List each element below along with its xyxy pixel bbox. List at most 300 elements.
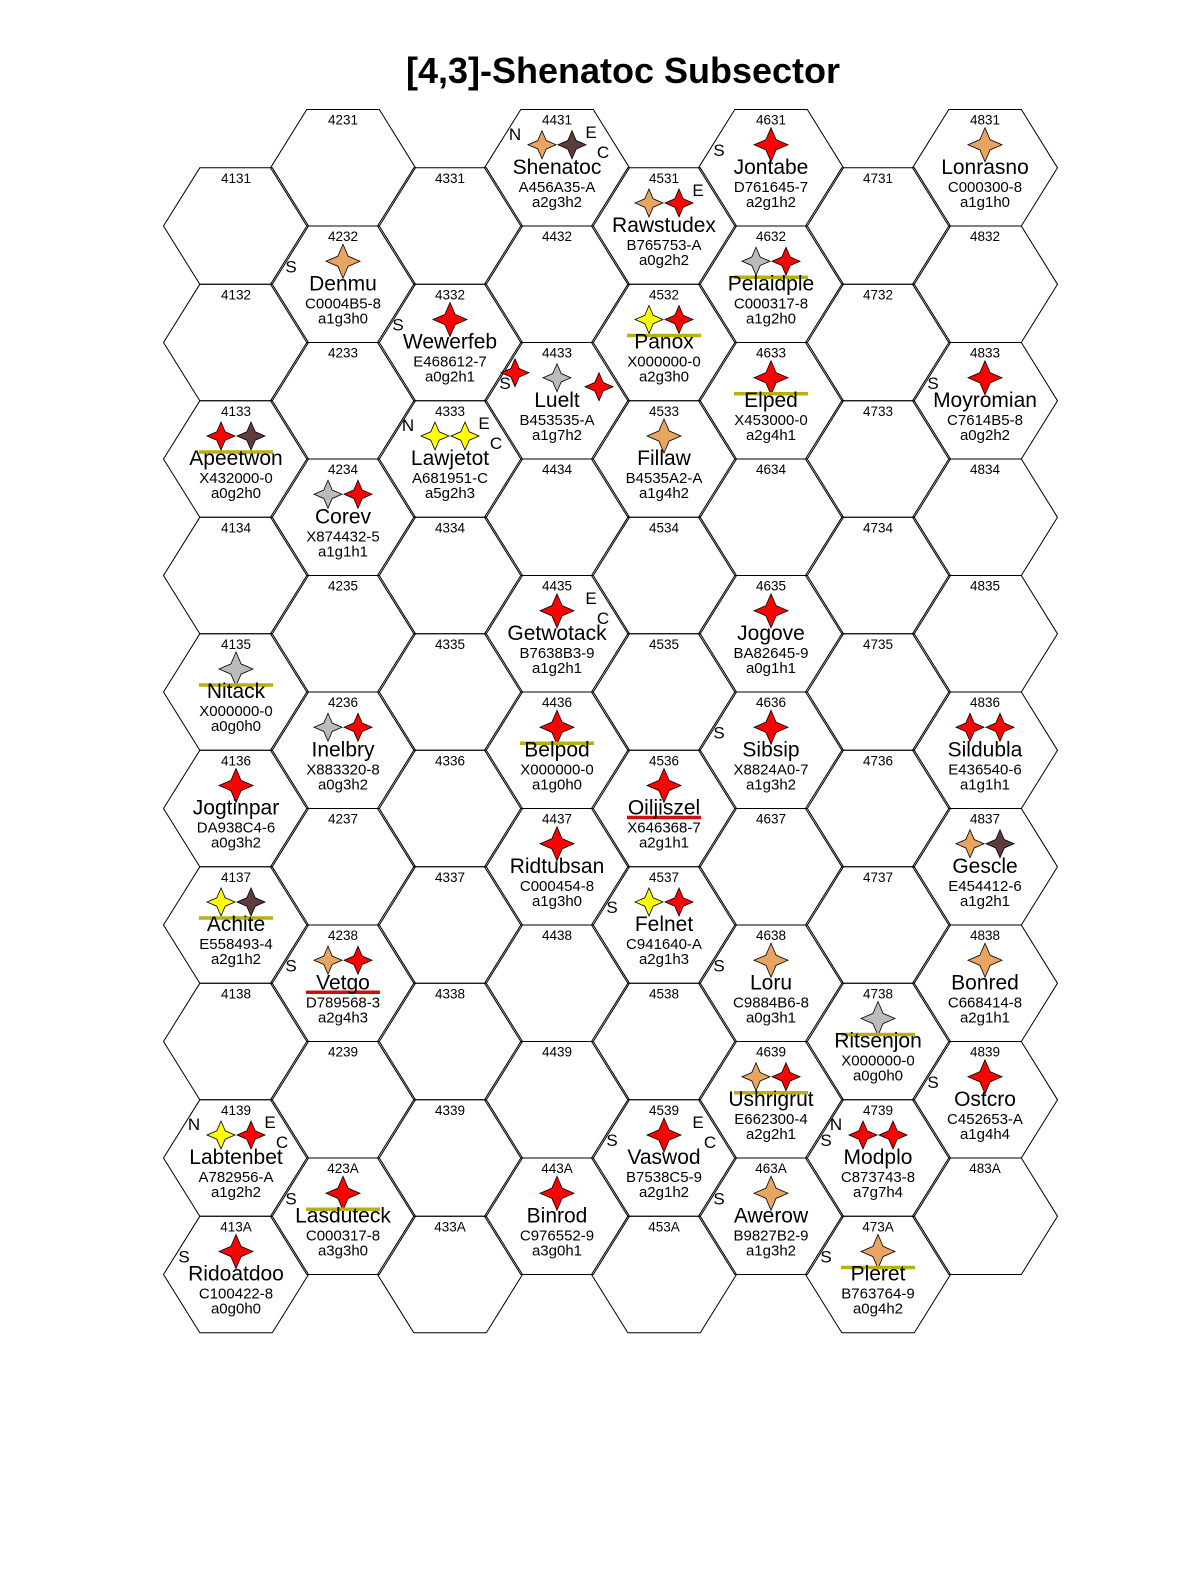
world-uwp: X000000-0 xyxy=(199,703,273,720)
star-brown-icon xyxy=(558,131,586,159)
world-sibsip[interactable] xyxy=(713,710,808,793)
world-code: a3g3h0 xyxy=(317,1242,369,1260)
hex-number: 4233 xyxy=(327,345,359,361)
world-binrod[interactable] xyxy=(520,1176,594,1259)
hex-number: 4537 xyxy=(648,869,680,885)
hex-number: 4638 xyxy=(755,928,787,943)
world-name: Loru xyxy=(749,971,793,995)
world-rawstudex[interactable] xyxy=(612,181,716,269)
world-code: a0g0h0 xyxy=(852,1067,904,1085)
hex-number: 4232 xyxy=(327,229,359,244)
world-uwp: E436540-6 xyxy=(948,761,1022,779)
base-marker-s: S xyxy=(285,1189,297,1209)
world-getwotack[interactable] xyxy=(507,589,609,677)
world-code: a2g4h1 xyxy=(745,426,797,444)
world-name: Luelt xyxy=(534,388,580,412)
star-red-icon xyxy=(665,189,693,217)
hex-number: 4138 xyxy=(220,986,252,1002)
base-marker-n: N xyxy=(829,1115,843,1134)
hex-number: 4133 xyxy=(220,403,252,419)
star-red-icon xyxy=(237,1121,265,1149)
world-code: a2g1h2 xyxy=(745,193,797,211)
hex-number: 4534 xyxy=(648,520,680,536)
world-name: Apeetwon xyxy=(189,447,283,470)
star-red-icon xyxy=(986,713,1014,741)
hex-number: 4136 xyxy=(220,753,252,769)
world-uwp: DA938C4-6 xyxy=(196,819,276,837)
world-code: a7g7h4 xyxy=(852,1184,904,1201)
world-name: Awerow xyxy=(733,1204,809,1228)
world-name: Moyromian xyxy=(933,388,1037,412)
world-oiljiszel[interactable] xyxy=(627,769,701,852)
base-marker-s: S xyxy=(713,140,725,160)
world-uwp: C9884B6-8 xyxy=(733,994,809,1012)
base-marker-s: S xyxy=(713,1189,725,1209)
world-code: a1g4h2 xyxy=(638,485,690,502)
world-uwp: X432000-0 xyxy=(199,470,273,487)
hex-number: 4332 xyxy=(434,287,466,303)
hex-number: 4835 xyxy=(969,578,1001,594)
hex-number: 4732 xyxy=(862,287,894,303)
star-red-icon xyxy=(879,1121,907,1149)
hex-number: 463A xyxy=(755,1161,787,1176)
world-name: Ridoatdoo xyxy=(188,1262,284,1286)
base-marker-c: C xyxy=(275,1133,289,1152)
world-loru[interactable] xyxy=(713,943,809,1026)
base-marker-s: S xyxy=(820,1247,832,1267)
world-lawjetot[interactable] xyxy=(402,414,502,502)
star-brown-icon xyxy=(986,830,1014,858)
hex-number: 4738 xyxy=(862,986,894,1002)
hex-number: 4532 xyxy=(648,287,680,303)
world-name: Lonrasno xyxy=(941,155,1029,179)
hex-number: 4331 xyxy=(434,170,466,186)
hex-number: 4739 xyxy=(862,1102,894,1118)
hex-number: 4336 xyxy=(434,753,466,769)
world-code: a2g4h3 xyxy=(317,1009,369,1027)
map-title: [4,3]-Shenatoc Subsector xyxy=(405,50,841,91)
world-lasduteck[interactable] xyxy=(285,1176,391,1259)
world-uwp: E662300-4 xyxy=(734,1110,808,1128)
hex-number: 4334 xyxy=(434,520,466,536)
hex-number: 4433 xyxy=(541,345,573,361)
hex-number: 453A xyxy=(648,1219,680,1235)
world-shenatoc[interactable] xyxy=(509,123,609,211)
world-name: Vaswod xyxy=(627,1146,701,1169)
world-name: Bonred xyxy=(951,971,1019,995)
hex-number: 4434 xyxy=(541,462,573,477)
world-name: Labtenbet xyxy=(189,1146,283,1169)
world-code: a1g3h2 xyxy=(745,776,797,794)
world-awerow[interactable] xyxy=(713,1176,809,1259)
hex-number: 4631 xyxy=(755,112,787,128)
world-name: Jontabe xyxy=(733,155,809,179)
world-gescle[interactable] xyxy=(948,830,1021,910)
world-uwp: X8824A0-7 xyxy=(733,761,809,779)
hex-number: 4333 xyxy=(434,403,466,419)
hex-number: 4531 xyxy=(648,170,680,186)
world-uwp: C000317-8 xyxy=(305,1227,381,1245)
hex-number: 443A xyxy=(541,1161,573,1176)
hex-number: 4734 xyxy=(862,520,894,536)
world-uwp: C941640-A xyxy=(626,936,702,953)
hex-number: 4134 xyxy=(220,520,252,536)
world-uwp: X453000-0 xyxy=(734,411,808,429)
star-brown-icon xyxy=(237,422,265,450)
world-uwp: B763764-9 xyxy=(841,1285,915,1303)
world-name: Panox xyxy=(634,330,694,354)
star-gray-icon xyxy=(314,480,342,508)
world-uwp: X646368-7 xyxy=(627,819,701,837)
world-uwp: C000317-8 xyxy=(733,295,809,313)
world-pleret[interactable] xyxy=(820,1235,915,1318)
world-name: Binrod xyxy=(526,1204,588,1228)
world-code: a5g2h3 xyxy=(424,485,476,502)
world-code: a2g2h1 xyxy=(745,1125,797,1143)
hex-number: 413A xyxy=(220,1219,252,1235)
base-marker-c: C xyxy=(596,142,610,162)
star-red-icon xyxy=(665,306,693,334)
world-uwp: E468612-7 xyxy=(413,353,487,371)
world-name: Vetgo xyxy=(316,971,370,995)
world-uwp: C100422-8 xyxy=(198,1285,274,1303)
world-name: Felnet xyxy=(634,913,694,936)
world-name: Jogtinpar xyxy=(192,796,280,820)
base-marker-e: E xyxy=(478,414,490,433)
world-code: a2g1h2 xyxy=(638,1184,690,1201)
hex-number: 4635 xyxy=(755,578,787,594)
base-marker-n: N xyxy=(187,1115,201,1134)
world-code: a2g3h0 xyxy=(638,368,690,386)
world-name: Ushrigrut xyxy=(728,1087,814,1111)
base-marker-e: E xyxy=(585,122,597,142)
world-code: a3g0h1 xyxy=(531,1242,583,1260)
world-name: Sildubla xyxy=(947,738,1023,762)
star-orange-icon xyxy=(528,131,556,159)
world-name: Lawjetot xyxy=(410,447,490,470)
world-achite[interactable] xyxy=(199,888,273,968)
star-red-icon xyxy=(207,422,235,450)
base-marker-s: S xyxy=(285,956,297,976)
world-apeetwon[interactable] xyxy=(189,422,282,502)
world-sildubla[interactable] xyxy=(948,713,1023,793)
world-name: Getwotack xyxy=(507,621,607,645)
world-name: Corev xyxy=(314,505,372,529)
world-uwp: C7614B5-8 xyxy=(947,411,1023,429)
world-name: Shenatoc xyxy=(512,155,602,179)
base-marker-c: C xyxy=(489,434,503,453)
hex-number: 4337 xyxy=(434,869,466,885)
star-yellow-icon xyxy=(635,306,663,334)
world-uwp: A681951-C xyxy=(412,470,488,487)
world-uwp: C976552-9 xyxy=(519,1227,595,1245)
world-wewerfeb[interactable] xyxy=(392,303,497,386)
base-marker-s: S xyxy=(927,373,939,393)
hex-number: 4834 xyxy=(969,462,1001,477)
world-felnet[interactable] xyxy=(606,888,702,968)
hex-number: 4131 xyxy=(220,170,252,186)
world-code: a2g1h3 xyxy=(638,951,690,968)
star-gray-icon xyxy=(543,364,571,392)
star-red-icon xyxy=(956,713,984,741)
world-denmu[interactable] xyxy=(285,244,381,327)
star-yellow-icon xyxy=(451,422,479,450)
world-code: a1g3h0 xyxy=(317,310,369,328)
world-belpod[interactable] xyxy=(520,710,594,793)
world-bonred[interactable] xyxy=(948,943,1022,1026)
base-marker-s: S xyxy=(820,1131,832,1150)
world-name: Fillaw xyxy=(637,447,691,470)
hex-number: 4235 xyxy=(327,578,359,594)
world-elped[interactable] xyxy=(734,361,808,444)
base-marker-s: S xyxy=(606,1131,618,1150)
world-code: a1g1h0 xyxy=(959,193,1011,211)
world-name: Gescle xyxy=(952,854,1018,878)
hex-number: 4833 xyxy=(969,345,1001,361)
world-code: a1g2h1 xyxy=(531,659,583,677)
world-code: a1g3h0 xyxy=(531,892,583,910)
hex-number: 4837 xyxy=(969,811,1001,827)
hex-number: 4639 xyxy=(755,1044,787,1060)
world-jontabe[interactable] xyxy=(713,128,808,211)
world-code: a0g3h2 xyxy=(317,776,369,794)
world-code: a0g0h0 xyxy=(210,1300,262,1318)
world-ostcro[interactable] xyxy=(927,1060,1023,1143)
world-corev[interactable] xyxy=(306,480,379,560)
base-marker-s: S xyxy=(713,956,725,976)
world-vetgo[interactable] xyxy=(285,946,380,1026)
world-code: a0g2h0 xyxy=(210,485,262,502)
world-uwp: D789568-3 xyxy=(305,994,381,1012)
world-name: Achite xyxy=(206,913,266,936)
world-code: a0g4h2 xyxy=(852,1300,904,1318)
world-ritsenjon[interactable] xyxy=(834,1002,922,1085)
hex-number: 4832 xyxy=(969,229,1001,244)
hex-number: 4238 xyxy=(327,928,359,943)
star-orange-icon xyxy=(635,189,663,217)
world-code: a2g1h2 xyxy=(210,951,262,968)
world-code: a1g3h2 xyxy=(745,1242,797,1260)
base-marker-s: S xyxy=(178,1247,190,1267)
hex-number: 4737 xyxy=(862,869,894,885)
hex-number: 4432 xyxy=(541,229,573,244)
world-uwp: X000000-0 xyxy=(627,353,701,371)
hex-number: 4236 xyxy=(327,695,359,710)
star-orange-icon xyxy=(956,830,984,858)
star-gray-icon xyxy=(314,713,342,741)
world-moyromian[interactable] xyxy=(927,361,1037,444)
world-uwp: B4535A2-A xyxy=(625,470,703,487)
base-marker-s: S xyxy=(927,1072,939,1092)
star-yellow-icon xyxy=(207,888,235,916)
world-name: Elped xyxy=(744,388,798,412)
hex-number: 4137 xyxy=(220,869,252,885)
hex-number: 4437 xyxy=(541,811,573,827)
hex-number: 4335 xyxy=(434,636,466,652)
world-code: a0g2h2 xyxy=(959,426,1011,444)
world-uwp: B765753-A xyxy=(626,237,702,254)
hex-number: 423A xyxy=(327,1161,359,1176)
world-inelbry[interactable] xyxy=(306,713,379,793)
world-luelt[interactable] xyxy=(499,359,613,444)
world-name: Wewerfeb xyxy=(402,330,498,354)
hex-number: 4634 xyxy=(755,462,787,477)
world-uwp: X874432-5 xyxy=(306,528,380,546)
hex-number: 4831 xyxy=(969,112,1001,128)
world-ushrigrut[interactable] xyxy=(728,1063,813,1143)
hex-number: 4637 xyxy=(755,811,787,827)
hex-number: 4731 xyxy=(862,170,894,186)
star-red-icon xyxy=(344,480,372,508)
world-uwp: E558493-4 xyxy=(199,936,273,953)
hex-number: 4839 xyxy=(969,1044,1001,1060)
world-labtenbet[interactable] xyxy=(188,1113,288,1201)
hex-number: 4736 xyxy=(862,753,894,769)
world-uwp: B7538C5-9 xyxy=(626,1169,702,1186)
world-name: Ridtubsan xyxy=(509,854,605,878)
world-code: a1g7h2 xyxy=(531,426,583,444)
world-code: a0g0h0 xyxy=(210,718,262,735)
hex-number: 433A xyxy=(434,1219,466,1235)
world-code: a0g2h2 xyxy=(638,252,690,269)
world-code: a1g2h2 xyxy=(210,1184,262,1201)
base-marker-s: S xyxy=(606,898,618,917)
hex-number: 483A xyxy=(969,1161,1001,1176)
hex-number: 4632 xyxy=(755,229,787,244)
world-uwp: B9827B2-9 xyxy=(733,1227,809,1245)
star-red-icon xyxy=(344,713,372,741)
hex-number: 4239 xyxy=(327,1044,359,1060)
hex-number: 4836 xyxy=(969,695,1001,710)
world-uwp: B453535-A xyxy=(519,411,595,429)
star-orange-icon xyxy=(314,946,342,974)
world-name: Oiljiszel xyxy=(627,796,701,820)
world-uwp: C452653-A xyxy=(947,1110,1023,1128)
star-brown-icon xyxy=(237,888,265,916)
star-red-icon xyxy=(772,1063,800,1091)
star-yellow-icon xyxy=(635,888,663,916)
base-marker-n: N xyxy=(508,124,522,144)
world-name: Sibsip xyxy=(742,738,800,762)
world-uwp: C668414-8 xyxy=(947,994,1023,1012)
world-name: Denmu xyxy=(309,272,377,296)
base-marker-s: S xyxy=(392,315,404,335)
hex-number: 4132 xyxy=(220,287,252,303)
base-marker-e: E xyxy=(692,181,704,200)
hex-number: 4139 xyxy=(220,1102,252,1118)
world-name: Modplo xyxy=(843,1146,913,1169)
world-vaswod[interactable] xyxy=(606,1113,716,1201)
hex-number: 4338 xyxy=(434,986,466,1002)
world-code: a0g2h1 xyxy=(424,368,476,386)
hex-number: 4135 xyxy=(220,636,252,652)
star-red-icon xyxy=(585,373,613,401)
base-marker-c: C xyxy=(703,1133,717,1152)
base-marker-c: C xyxy=(596,608,610,628)
star-red-icon xyxy=(772,247,800,275)
world-name: Lasduteck xyxy=(295,1204,391,1228)
world-uwp: A782956-A xyxy=(198,1169,274,1186)
world-pelaidple[interactable] xyxy=(728,247,814,327)
world-code: a1g1h1 xyxy=(317,543,369,561)
world-code: a1g2h1 xyxy=(959,892,1011,910)
world-uwp: C000454-8 xyxy=(519,877,595,895)
world-name: Ostcro xyxy=(954,1087,1016,1111)
world-code: a2g1h1 xyxy=(959,1009,1011,1027)
base-marker-e: E xyxy=(585,588,597,608)
world-uwp: A456A35-A xyxy=(518,178,596,196)
base-marker-s: S xyxy=(499,373,511,393)
world-lonrasno[interactable] xyxy=(941,128,1029,211)
world-code: a2g3h2 xyxy=(531,193,583,211)
world-code: a2g1h1 xyxy=(638,834,690,852)
world-code: a0g3h2 xyxy=(210,834,262,852)
hex-number: 4536 xyxy=(648,753,680,769)
world-name: Nitack xyxy=(206,680,266,703)
hex-number: 4535 xyxy=(648,636,680,652)
world-nitack[interactable] xyxy=(199,652,273,735)
world-uwp: E454412-6 xyxy=(948,877,1022,895)
hex-number: 4735 xyxy=(862,636,894,652)
hex-number: 4838 xyxy=(969,928,1001,943)
world-code: a1g1h1 xyxy=(959,776,1011,794)
world-name: Pelaidple xyxy=(727,272,815,296)
star-orange-icon xyxy=(742,1063,770,1091)
world-uwp: C0004B5-8 xyxy=(305,295,381,313)
hex-number: 4435 xyxy=(541,578,573,594)
hex-number: 4436 xyxy=(541,695,573,710)
world-uwp: X000000-0 xyxy=(520,761,594,779)
world-fillaw[interactable] xyxy=(626,419,703,502)
world-name: Belpod xyxy=(524,738,590,762)
base-marker-s: S xyxy=(285,257,297,277)
hex-number: 4636 xyxy=(755,695,787,710)
hex-number: 4231 xyxy=(327,112,359,128)
base-marker-e: E xyxy=(692,1113,704,1132)
star-yellow-icon xyxy=(421,422,449,450)
base-marker-e: E xyxy=(264,1113,276,1132)
star-gray-icon xyxy=(742,247,770,275)
world-uwp: C873743-8 xyxy=(840,1169,916,1186)
world-code: a1g0h0 xyxy=(531,776,583,794)
world-uwp: X000000-0 xyxy=(841,1052,915,1070)
world-uwp: X883320-8 xyxy=(306,761,380,779)
hex-number: 4633 xyxy=(755,345,787,361)
hex-number: 4539 xyxy=(648,1102,680,1118)
star-yellow-icon xyxy=(207,1121,235,1149)
world-uwp: D761645-7 xyxy=(733,178,809,196)
world-panox[interactable] xyxy=(627,306,701,386)
star-red-icon xyxy=(344,946,372,974)
world-uwp: BA82645-9 xyxy=(733,644,809,662)
world-modplo[interactable] xyxy=(820,1115,915,1201)
world-code: a1g4h4 xyxy=(959,1125,1011,1143)
world-ridtubsan[interactable] xyxy=(510,827,605,910)
world-ridoatdoo[interactable] xyxy=(178,1235,284,1318)
world-name: Pleret xyxy=(850,1262,906,1286)
base-marker-n: N xyxy=(401,416,415,435)
world-jogove[interactable] xyxy=(733,594,808,677)
world-jogtinpar[interactable] xyxy=(193,769,279,852)
world-code: a0g3h1 xyxy=(745,1009,797,1027)
hex-number: 4339 xyxy=(434,1102,466,1118)
hex-number: 473A xyxy=(862,1219,894,1235)
star-red-icon xyxy=(849,1121,877,1149)
hex-number: 4533 xyxy=(648,403,680,419)
world-name: Ritsenjon xyxy=(834,1029,922,1053)
hex-number: 4237 xyxy=(327,811,359,827)
world-code: a0g1h1 xyxy=(745,659,797,677)
